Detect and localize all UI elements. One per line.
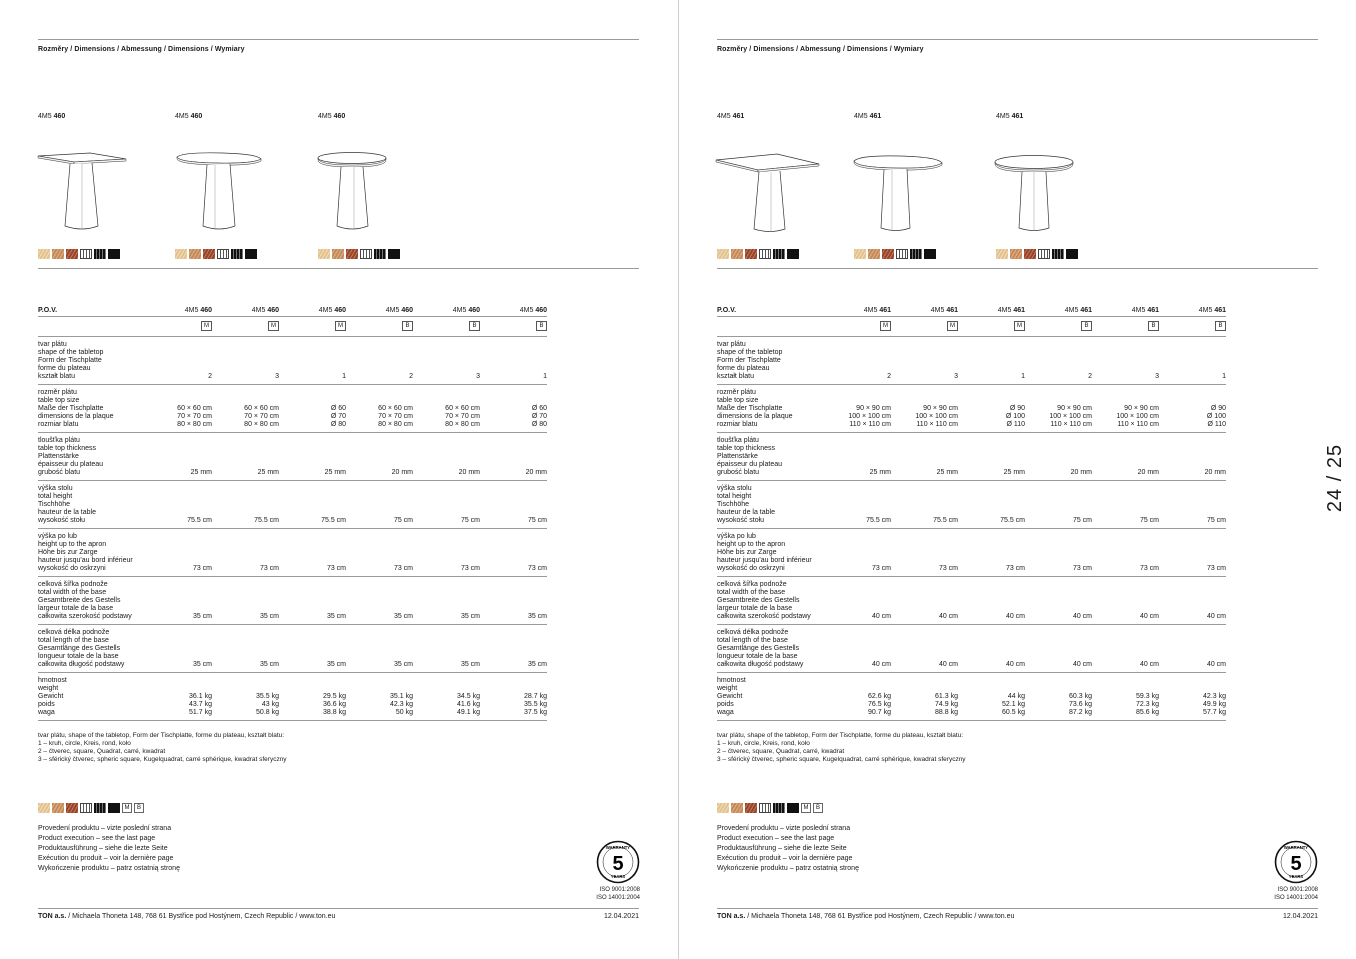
walnut-swatch	[731, 249, 743, 259]
page-number: 24 / 25	[1324, 443, 1346, 513]
finish-swatches	[717, 249, 799, 259]
spec-row-label: výška po lub height up to the apron Höhe bis zur Zarge hauteur jusqu'au bord inférieur wysokość do oskrzyni	[38, 528, 145, 576]
spec-cell: 73 cm	[346, 528, 413, 576]
mark-badge: M	[947, 321, 958, 331]
spec-row	[717, 432, 1226, 480]
walnut-swatch	[189, 249, 201, 259]
spec-row-label: hmotnost weight Gewicht poids waga	[38, 672, 145, 720]
spec-cell: Ø 60 Ø 70 Ø 80	[480, 384, 547, 432]
black-stained-swatch	[94, 249, 106, 259]
white-stained-swatch	[896, 249, 908, 259]
spec-cell: 20 mm	[346, 432, 413, 480]
spec-cell: 60 × 60 cm 70 × 70 cm 80 × 80 cm	[145, 384, 212, 432]
spec-cell: 73 cm	[480, 528, 547, 576]
mark-badge: M	[268, 321, 279, 331]
mahogany-swatch	[66, 803, 78, 813]
shape-footnote: tvar plátu, shape of the tabletop, Form der Tischplatte, forme du plateau, kształt blatu: 1 – kruh, circle, Kreis, rond, koło 2 – čtverec, square, Quadrat, carré, kwadrat 3 – sférický čtverec, spheric square, Kugelquadrat, carré sphérique, kwadrat sferyczny	[717, 732, 966, 763]
spec-cell: 90 × 90 cm 100 × 100 cm 110 × 110 cm	[824, 384, 891, 432]
spec-cell: 20 mm	[1025, 432, 1092, 480]
spec-cell: 3	[212, 336, 279, 384]
black-lacquer-swatch	[245, 249, 257, 259]
column-header: 4M5 461	[891, 304, 958, 316]
spec-row-label: tvar plátu shape of the tabletop Form der Tischplatte forme du plateau kształt blatu	[717, 336, 824, 384]
column-header: 4M5 460	[145, 304, 212, 316]
spec-cell: Ø 60 Ø 70 Ø 80	[279, 384, 346, 432]
black-lacquer-swatch	[108, 803, 120, 813]
spec-cell: 40 cm	[1092, 624, 1159, 672]
warranty-badge	[1274, 840, 1318, 884]
mark-badge: M	[801, 803, 811, 813]
light-oak-swatch	[717, 803, 729, 813]
table-drawing-square	[36, 148, 128, 234]
spec-cell: 75.5 cm	[145, 480, 212, 528]
spec-row-label: výška stolu total height Tischhöhe hauteur de la table wysokość stołu	[717, 480, 824, 528]
svg-text:5: 5	[612, 853, 624, 875]
black-lacquer-swatch	[108, 249, 120, 259]
finish-swatches	[318, 249, 400, 259]
footer-company: TON a.s. / Michaela Thoneta 148, 768 61 Bystřice pod Hostýnem, Czech Republic / www.ton.eu	[38, 913, 336, 920]
black-stained-swatch	[773, 249, 785, 259]
spec-cell: 35.1 kg 42.3 kg 50 kg	[346, 672, 413, 720]
section-rule	[38, 268, 639, 269]
walnut-swatch	[52, 803, 64, 813]
iso-certification: ISO 9001:2008 ISO 14001:2004	[1274, 887, 1318, 901]
finish-swatches	[38, 249, 120, 259]
svg-text:WARRANTY: WARRANTY	[605, 845, 631, 850]
footer-rule	[38, 908, 639, 909]
pov-header: P.O.V.	[717, 304, 824, 316]
spec-row-label: celková délka podnože total length of the base Gesamtlänge des Gestells longueur totale de la base całkowita długość podstawy	[38, 624, 145, 672]
black-stained-swatch	[1052, 249, 1064, 259]
spec-row	[38, 480, 547, 528]
section-rule	[717, 268, 1318, 269]
spec-cell: 60 × 60 cm 70 × 70 cm 80 × 80 cm	[212, 384, 279, 432]
spec-cell: 60 × 60 cm 70 × 70 cm 80 × 80 cm	[413, 384, 480, 432]
spec-cell: 25 mm	[212, 432, 279, 480]
white-stained-swatch	[360, 249, 372, 259]
column-header: 4M5 460	[413, 304, 480, 316]
spec-row	[38, 432, 547, 480]
white-stained-swatch	[80, 803, 92, 813]
product-label: 4M5 461	[854, 113, 882, 120]
spec-row	[38, 528, 547, 576]
light-oak-swatch	[717, 249, 729, 259]
spec-row	[717, 384, 1226, 432]
spec-cell: 35 cm	[145, 576, 212, 624]
spec-cell: 73 cm	[1159, 528, 1226, 576]
spec-cell: 1	[279, 336, 346, 384]
header-rule	[717, 39, 1318, 40]
spec-cell: 61.3 kg 74.9 kg 88.8 kg	[891, 672, 958, 720]
spec-row-label: tvar plátu shape of the tabletop Form der Tischplatte forme du plateau kształt blatu	[38, 336, 145, 384]
spec-cell: 40 cm	[1025, 576, 1092, 624]
footer-rule	[717, 908, 1318, 909]
page-header-title: Rozměry / Dimensions / Abmessung / Dimensions / Wymiary	[38, 46, 245, 53]
spec-cell: 75.5 cm	[824, 480, 891, 528]
spec-cell: 20 mm	[1159, 432, 1226, 480]
spec-row-label: výška po lub height up to the apron Höhe bis zur Zarge hauteur jusqu'au bord inférieur wysokość do oskrzyni	[717, 528, 824, 576]
black-stained-swatch	[773, 803, 785, 813]
mark-badge: M	[122, 803, 132, 813]
shape-footnote: tvar plátu, shape of the tabletop, Form der Tischplatte, forme du plateau, kształt blatu: 1 – kruh, circle, Kreis, rond, koło 2 – čtverec, square, Quadrat, carré, kwadrat 3 – sférický čtverec, spheric square, Kugelquadrat, carré sphérique, kwadrat sferyczny	[38, 732, 287, 763]
mark-row	[717, 316, 1226, 336]
table-drawing-square	[715, 148, 821, 234]
column-header: 4M5 461	[958, 304, 1025, 316]
spec-cell: 73 cm	[824, 528, 891, 576]
spec-table-460	[38, 304, 547, 721]
spec-cell: 3	[891, 336, 958, 384]
spec-cell: 35 cm	[145, 624, 212, 672]
spec-cell: 75 cm	[1092, 480, 1159, 528]
black-lacquer-swatch	[787, 803, 799, 813]
spec-cell: 1	[958, 336, 1025, 384]
header-rule	[38, 39, 639, 40]
light-oak-swatch	[38, 249, 50, 259]
footer-date: 12.04.2021	[603, 913, 639, 920]
spec-cell: Ø 90 Ø 100 Ø 110	[958, 384, 1025, 432]
light-oak-swatch	[854, 249, 866, 259]
column-header: 4M5 461	[824, 304, 891, 316]
spec-cell: 29.5 kg 36.6 kg 38.8 kg	[279, 672, 346, 720]
finish-swatches	[175, 249, 257, 259]
spec-cell: 75 cm	[1159, 480, 1226, 528]
spec-cell: 35 cm	[480, 624, 547, 672]
spec-cell: 73 cm	[279, 528, 346, 576]
mark-badge: B	[134, 803, 144, 813]
spec-row-label: celková šířka podnože total width of the base Gesamtbreite des Gestells largeur totale de la base całkowita szerokość podstawy	[717, 576, 824, 624]
mark-badge: M	[201, 321, 212, 331]
white-stained-swatch	[1038, 249, 1050, 259]
spec-cell: 40 cm	[824, 576, 891, 624]
spec-cell: 75 cm	[480, 480, 547, 528]
light-oak-swatch	[996, 249, 1008, 259]
spec-table-461	[717, 304, 1226, 721]
spec-cell: 25 mm	[958, 432, 1025, 480]
spec-cell: 44 kg 52.1 kg 60.5 kg	[958, 672, 1025, 720]
walnut-swatch	[731, 803, 743, 813]
spec-cell: 40 cm	[891, 624, 958, 672]
table-drawing-round	[316, 148, 408, 234]
spec-row-label: rozměr plátu table top size Maße der Tischplatte dimensions de la plaque rozmiar blatu	[38, 384, 145, 432]
column-header: 4M5 460	[346, 304, 413, 316]
spec-cell: 28.7 kg 35.5 kg 37.5 kg	[480, 672, 547, 720]
spec-row-label: rozměr plátu table top size Maße der Tischplatte dimensions de la plaque rozmiar blatu	[717, 384, 824, 432]
walnut-swatch	[332, 249, 344, 259]
spec-cell: 60 × 60 cm 70 × 70 cm 80 × 80 cm	[346, 384, 413, 432]
mahogany-swatch	[1024, 249, 1036, 259]
walnut-swatch	[868, 249, 880, 259]
mark-badge: B	[402, 321, 413, 331]
spec-cell: 40 cm	[1025, 624, 1092, 672]
mahogany-swatch	[745, 803, 757, 813]
spec-cell: 40 cm	[958, 624, 1025, 672]
spec-cell: Ø 90 Ø 100 Ø 110	[1159, 384, 1226, 432]
white-stained-swatch	[759, 249, 771, 259]
product-label: 4M5 461	[717, 113, 745, 120]
spec-row-label: výška stolu total height Tischhöhe hauteur de la table wysokość stołu	[38, 480, 145, 528]
spec-cell: 90 × 90 cm 100 × 100 cm 110 × 110 cm	[1092, 384, 1159, 432]
spec-cell: 35 cm	[212, 624, 279, 672]
spec-cell: 2	[346, 336, 413, 384]
spec-cell: 20 mm	[1092, 432, 1159, 480]
spec-cell: 73 cm	[212, 528, 279, 576]
spec-cell: 25 mm	[145, 432, 212, 480]
spec-cell: 62.6 kg 76.5 kg 90.7 kg	[824, 672, 891, 720]
spec-row	[717, 624, 1226, 672]
white-stained-swatch	[759, 803, 771, 813]
spec-cell: 73 cm	[413, 528, 480, 576]
spec-cell: 90 × 90 cm 100 × 100 cm 110 × 110 cm	[891, 384, 958, 432]
spec-cell: 34.5 kg 41.6 kg 49.1 kg	[413, 672, 480, 720]
footer-date: 12.04.2021	[1282, 913, 1318, 920]
spec-cell: 3	[413, 336, 480, 384]
black-lacquer-swatch	[388, 249, 400, 259]
spec-cell: 73 cm	[1092, 528, 1159, 576]
mahogany-swatch	[882, 249, 894, 259]
warranty-badge	[596, 840, 640, 884]
svg-text:5: 5	[1290, 853, 1302, 875]
spec-cell: 73 cm	[145, 528, 212, 576]
table-drawing-spheric-square	[852, 148, 944, 234]
black-lacquer-swatch	[1066, 249, 1078, 259]
spec-cell: 2	[145, 336, 212, 384]
black-stained-swatch	[94, 803, 106, 813]
mark-badge: B	[1148, 321, 1159, 331]
spec-cell: 25 mm	[824, 432, 891, 480]
spec-cell: 35.5 kg 43 kg 50.8 kg	[212, 672, 279, 720]
column-header: 4M5 461	[1159, 304, 1226, 316]
pov-header: P.O.V.	[38, 304, 145, 316]
spec-cell: 40 cm	[824, 624, 891, 672]
spec-cell: 35 cm	[212, 576, 279, 624]
spec-cell: 75.5 cm	[891, 480, 958, 528]
spec-cell: 75 cm	[1025, 480, 1092, 528]
finish-swatches	[996, 249, 1078, 259]
column-header: 4M5 461	[1025, 304, 1092, 316]
mark-badge: B	[536, 321, 547, 331]
finish-swatches	[854, 249, 936, 259]
spec-cell: 73 cm	[958, 528, 1025, 576]
spec-cell: 90 × 90 cm 100 × 100 cm 110 × 110 cm	[1025, 384, 1092, 432]
spec-row	[717, 336, 1226, 384]
spec-cell: 59.3 kg 72.3 kg 85.6 kg	[1092, 672, 1159, 720]
spec-cell: 25 mm	[279, 432, 346, 480]
svg-text:WARRANTY: WARRANTY	[1283, 845, 1309, 850]
mark-badge: B	[813, 803, 823, 813]
mark-badge: M	[880, 321, 891, 331]
mark-badge: M	[335, 321, 346, 331]
column-header: 4M5 460	[212, 304, 279, 316]
black-stained-swatch	[231, 249, 243, 259]
spec-row-label: tloušťka plátu table top thickness Plattenstärke épaisseur du plateau grubość blatu	[717, 432, 824, 480]
product-label: 4M5 460	[318, 113, 346, 120]
spec-cell: 36.1 kg 43.7 kg 51.7 kg	[145, 672, 212, 720]
spec-row	[38, 576, 547, 624]
page-header-title: Rozměry / Dimensions / Abmessung / Dimensions / Wymiary	[717, 46, 924, 53]
mark-badge: B	[1081, 321, 1092, 331]
product-label: 4M5 460	[38, 113, 66, 120]
svg-text:YEARS: YEARS	[610, 874, 626, 879]
spec-row	[717, 528, 1226, 576]
column-header: 4M5 461	[1092, 304, 1159, 316]
black-lacquer-swatch	[787, 249, 799, 259]
white-stained-swatch	[80, 249, 92, 259]
mahogany-swatch	[745, 249, 757, 259]
black-stained-swatch	[374, 249, 386, 259]
table-drawing-spheric-square	[173, 148, 265, 234]
spec-cell: 40 cm	[958, 576, 1025, 624]
product-label: 4M5 460	[175, 113, 203, 120]
spec-cell: 35 cm	[413, 576, 480, 624]
spec-cell: 3	[1092, 336, 1159, 384]
spec-cell: 1	[1159, 336, 1226, 384]
spec-cell: 35 cm	[480, 576, 547, 624]
spec-row	[38, 336, 547, 384]
spec-row	[717, 672, 1226, 720]
spec-cell: 35 cm	[279, 576, 346, 624]
finish-legend	[38, 803, 144, 813]
mark-badge: M	[1014, 321, 1025, 331]
spec-cell: 42.3 kg 49.9 kg 57.7 kg	[1159, 672, 1226, 720]
mark-badge: B	[469, 321, 480, 331]
spec-row	[717, 576, 1226, 624]
spec-cell: 75.5 cm	[279, 480, 346, 528]
spec-row	[717, 480, 1226, 528]
iso-certification: ISO 9001:2008 ISO 14001:2004	[596, 887, 640, 901]
product-label: 4M5 461	[996, 113, 1024, 120]
spec-row	[38, 624, 547, 672]
spec-cell: 20 mm	[480, 432, 547, 480]
execution-notes: Provedení produktu – vizte poslední strana Product execution – see the last page Produktausführung – siehe die lezte Seite Exécution du produit – voir la dernière page Wykończenie produktu – patrz ostatnią stronę	[717, 825, 859, 872]
spec-cell: 75.5 cm	[212, 480, 279, 528]
black-lacquer-swatch	[924, 249, 936, 259]
mark-row	[38, 316, 547, 336]
black-stained-swatch	[910, 249, 922, 259]
spec-cell: 40 cm	[1092, 576, 1159, 624]
spec-cell: 75 cm	[413, 480, 480, 528]
mark-badge: B	[1215, 321, 1226, 331]
walnut-swatch	[1010, 249, 1022, 259]
spec-cell: 35 cm	[346, 576, 413, 624]
footer-company: TON a.s. / Michaela Thoneta 148, 768 61 Bystřice pod Hostýnem, Czech Republic / www.ton.eu	[717, 913, 1015, 920]
spec-cell: 25 mm	[891, 432, 958, 480]
spec-cell: 35 cm	[413, 624, 480, 672]
spec-cell: 35 cm	[279, 624, 346, 672]
spec-row	[38, 672, 547, 720]
spec-cell: 1	[480, 336, 547, 384]
page-right	[678, 0, 1356, 959]
spec-cell: 40 cm	[1159, 576, 1226, 624]
spec-cell: 60.3 kg 73.6 kg 87.2 kg	[1025, 672, 1092, 720]
spec-cell: 40 cm	[891, 576, 958, 624]
svg-text:YEARS: YEARS	[1288, 874, 1304, 879]
spec-row-label: tloušťka plátu table top thickness Plattenstärke épaisseur du plateau grubość blatu	[38, 432, 145, 480]
mahogany-swatch	[66, 249, 78, 259]
mahogany-swatch	[346, 249, 358, 259]
finish-legend	[717, 803, 823, 813]
spec-cell: 73 cm	[1025, 528, 1092, 576]
white-stained-swatch	[217, 249, 229, 259]
spec-cell: 75 cm	[346, 480, 413, 528]
light-oak-swatch	[175, 249, 187, 259]
spec-cell: 20 mm	[413, 432, 480, 480]
light-oak-swatch	[318, 249, 330, 259]
spec-cell: 35 cm	[346, 624, 413, 672]
light-oak-swatch	[38, 803, 50, 813]
spec-cell: 73 cm	[891, 528, 958, 576]
spec-row-label: celková délka podnože total length of the base Gesamtlänge des Gestells longueur totale de la base całkowita długość podstawy	[717, 624, 824, 672]
walnut-swatch	[52, 249, 64, 259]
spec-cell: 40 cm	[1159, 624, 1226, 672]
mahogany-swatch	[203, 249, 215, 259]
spec-row-label: celková šířka podnože total width of the base Gesamtbreite des Gestells largeur totale de la base całkowita szerokość podstawy	[38, 576, 145, 624]
spec-cell: 75.5 cm	[958, 480, 1025, 528]
execution-notes: Provedení produktu – vizte poslední strana Product execution – see the last page Produktausführung – siehe die lezte Seite Exécution du produit – voir la dernière page Wykończenie produktu – patrz ostatnią stronę	[38, 825, 180, 872]
spec-row	[38, 384, 547, 432]
table-drawing-round	[994, 148, 1086, 234]
spec-cell: 2	[824, 336, 891, 384]
spec-row-label: hmotnost weight Gewicht poids waga	[717, 672, 824, 720]
column-header: 4M5 460	[480, 304, 547, 316]
spec-cell: 2	[1025, 336, 1092, 384]
column-header: 4M5 460	[279, 304, 346, 316]
